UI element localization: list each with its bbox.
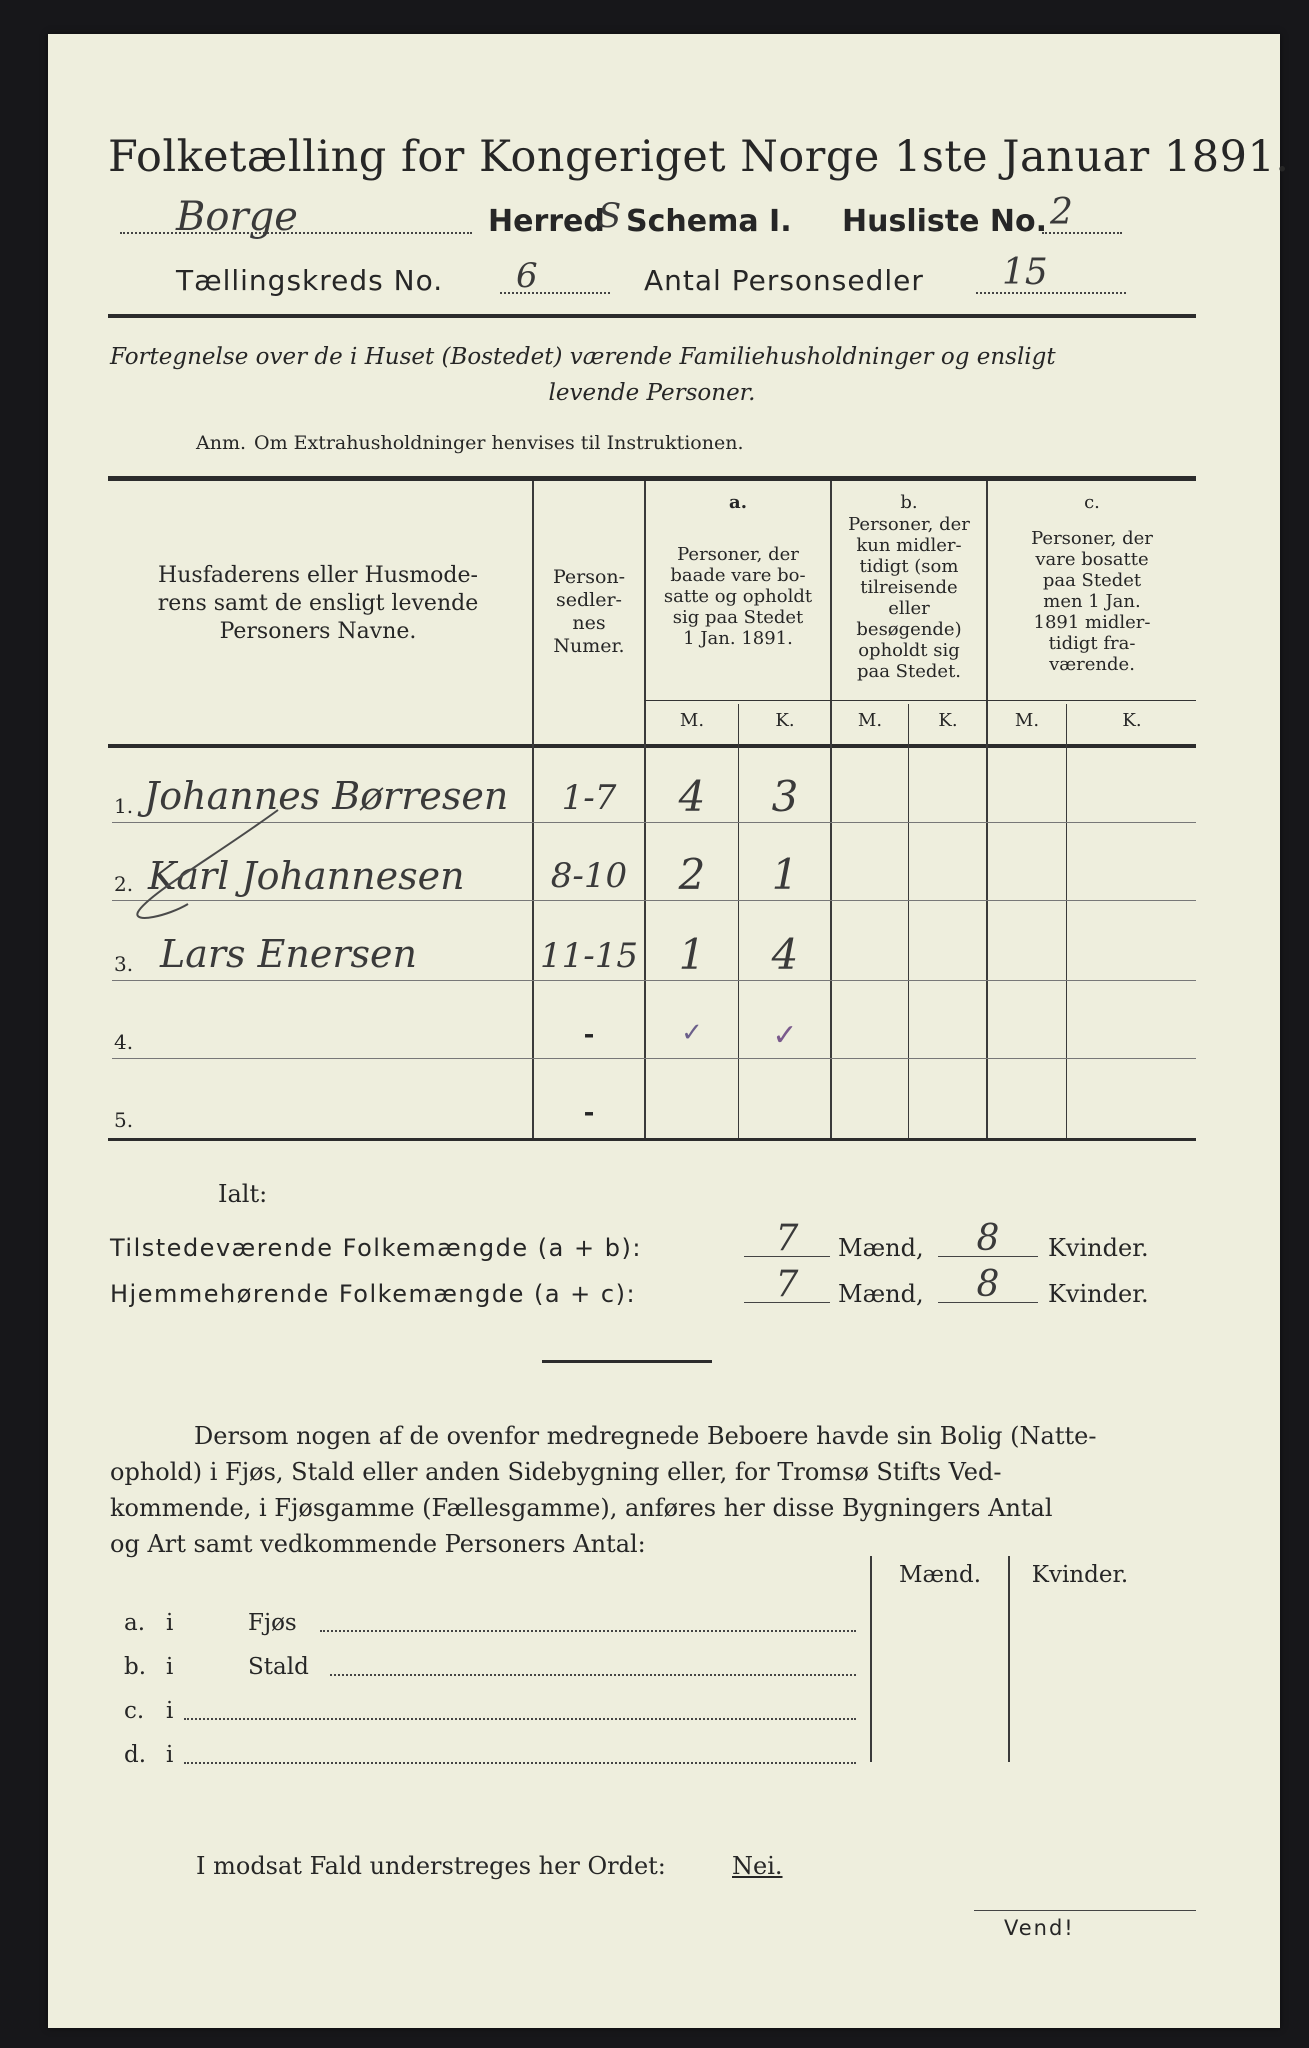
building-item-b-letter: b. xyxy=(124,1654,147,1680)
kreds-label: Tællingskreds No. xyxy=(176,264,444,297)
building-item-c-letter: c. xyxy=(124,1698,145,1724)
col-c-l6: tidigt fra- xyxy=(1048,633,1136,654)
footer-text: I modsat Fald understreges her Ordet: xyxy=(196,1852,666,1880)
col-c-letter: c. xyxy=(1084,492,1100,513)
row-1-a-m: 4 xyxy=(678,772,706,821)
table-header-rule xyxy=(108,744,1196,748)
col-header-numer-l2: sedler- xyxy=(556,589,622,611)
row-4-numer: - xyxy=(583,1020,595,1050)
col-b-l2: kun midler- xyxy=(856,535,962,556)
vend-rule xyxy=(974,1910,1196,1911)
row-4-number: 4. xyxy=(114,1030,134,1054)
row-3-number: 3. xyxy=(114,952,134,976)
building-item-b-label: Stald xyxy=(248,1654,309,1680)
col-header-c xyxy=(988,528,1196,675)
col-header-numer-l4: Numer. xyxy=(553,635,625,657)
footer-word-nei: Nei. xyxy=(732,1852,783,1880)
col-a-l4: sig paa Stedet xyxy=(672,607,804,628)
col-header-a xyxy=(646,544,830,649)
col-header-name-l3: Personers Navne. xyxy=(219,619,417,644)
buildings-col-maend: Mænd. xyxy=(898,1562,982,1588)
col-header-name-l2: rens samt de ensligt levende xyxy=(157,591,479,616)
building-item-c-dotline xyxy=(184,1718,856,1720)
header-rule xyxy=(108,314,1196,318)
total-line-1-kvinder-value: 8 xyxy=(976,1218,1000,1259)
col-b-l5: eller xyxy=(888,598,930,619)
sub-c-k: K. xyxy=(1122,710,1142,731)
row-2-a-m: 2 xyxy=(678,850,706,899)
total-line-2-kvinder-value: 8 xyxy=(976,1264,1000,1305)
row-1-name: Johannes Børresen xyxy=(144,774,509,818)
building-item-a-label: Fjøs xyxy=(248,1610,297,1636)
building-item-b-prep: i xyxy=(166,1654,174,1680)
total-line-2-label: Hjemmehørende Folkemængde (a + c): xyxy=(110,1280,637,1308)
col-c-l1: Personer, der xyxy=(1031,528,1153,549)
total-line-2-maend-label: Mænd, xyxy=(838,1280,924,1308)
col-divider-b-mk xyxy=(908,704,909,1138)
total-line-1-maend-value: 7 xyxy=(775,1218,799,1259)
vend-label: Vend! xyxy=(1004,1916,1075,1940)
buildings-para-line-1: Dersom nogen af de ovenfor medregnede Beboere havde sin Bolig (Natte- xyxy=(194,1422,1097,1450)
form-title: Folketælling for Kongeriget Norge 1ste Januar 1891. xyxy=(108,132,1290,182)
mk-rule xyxy=(644,700,1196,701)
row-1-number: 1. xyxy=(114,794,134,818)
building-item-b-dotline xyxy=(330,1674,856,1676)
building-item-d-prep: i xyxy=(166,1742,174,1768)
sub-c-m: M. xyxy=(1014,710,1040,731)
section-separator xyxy=(542,1360,712,1363)
husliste-value: 2 xyxy=(1050,192,1073,233)
col-a-letter: a. xyxy=(729,492,747,513)
buildings-para-line-3: kommende, i Fjøsgamme (Fællesgamme), anføres her disse Bygningers Antal xyxy=(110,1494,1053,1522)
buildings-para-line-4: og Art samt vedkommende Personers Antal: xyxy=(110,1530,646,1558)
building-item-d-letter: d. xyxy=(124,1742,147,1768)
row-rule-4 xyxy=(112,1058,1196,1059)
col-header-name-l1: Husfaderens eller Husmode- xyxy=(158,563,478,588)
col-b-l4: tilreisende xyxy=(860,577,958,598)
col-a-l1: Personer, der xyxy=(677,544,799,565)
census-form-page xyxy=(48,34,1290,2028)
row-1-a-k: 3 xyxy=(771,772,799,821)
buildings-para-line-2: ophold) i Fjøs, Stald eller anden Sidebygning eller, for Tromsø Stifts Ved- xyxy=(110,1458,1002,1486)
row-rule-3 xyxy=(112,980,1196,981)
total-line-2-kvinder-label: Kvinder. xyxy=(1048,1280,1149,1308)
row-5-number: 5. xyxy=(114,1108,134,1132)
col-b-l6: besøgende) xyxy=(856,619,962,640)
building-item-a-prep: i xyxy=(166,1610,174,1636)
sub-a-k: K. xyxy=(775,710,795,731)
building-item-c-prep: i xyxy=(166,1698,174,1724)
total-line-1-maend-label: Mænd, xyxy=(838,1234,924,1262)
anm-text: Om Extrahusholdninger henvises til Instruktionen. xyxy=(254,432,744,454)
col-a-l5: 1 Jan. 1891. xyxy=(683,628,793,649)
sub-b-m: M. xyxy=(857,710,883,731)
row-2-numer: 8-10 xyxy=(550,856,628,896)
antal-dotline xyxy=(976,292,1126,294)
building-item-a-dotline xyxy=(320,1630,856,1632)
antal-label: Antal Personsedler xyxy=(644,264,924,297)
col-header-name xyxy=(108,562,528,646)
antal-value: 15 xyxy=(1002,252,1048,293)
col-c-l7: værende. xyxy=(1049,654,1135,675)
total-line-1-kvinder-label: Kvinder. xyxy=(1048,1234,1149,1262)
kreds-value: 6 xyxy=(516,256,538,296)
schema-label: Schema I. xyxy=(626,204,792,239)
row-3-numer: 11-15 xyxy=(539,936,638,976)
sub-a-m: M. xyxy=(679,710,705,731)
row-1-numer: 1-7 xyxy=(561,778,617,818)
row-2-number: 2. xyxy=(114,872,134,896)
row-4-a-k-checkmark: ✓ xyxy=(772,1018,798,1053)
col-header-b xyxy=(832,514,986,682)
ialt-label: Ialt: xyxy=(218,1180,268,1208)
herred-label: Herred xyxy=(488,204,605,239)
col-b-l1: Personer, der xyxy=(848,514,970,535)
row-2-name: Karl Johannesen xyxy=(148,854,465,898)
col-divider-c-mk xyxy=(1066,704,1067,1138)
row-3-a-k: 4 xyxy=(771,930,799,979)
col-divider-a-mk xyxy=(738,704,739,1138)
handwriting-flourish-icon xyxy=(108,794,348,974)
col-b-l3: tidigt (som xyxy=(859,556,959,577)
col-c-l4: men 1 Jan. xyxy=(1043,591,1141,612)
herred-mark: S xyxy=(598,196,622,236)
row-2-a-k: 1 xyxy=(771,850,799,899)
row-3-name: Lars Enersen xyxy=(160,932,417,976)
col-b-l8: paa Stedet. xyxy=(856,661,962,682)
total-line-1-label: Tilstedeværende Folkemængde (a + b): xyxy=(110,1234,642,1262)
col-a-l3: satte og opholdt xyxy=(663,586,813,607)
col-b-l7: opholdt sig xyxy=(858,640,960,661)
intro-line-2: levende Personer. xyxy=(548,380,756,406)
row-4-a-m-checkmark: ✓ xyxy=(681,1018,703,1048)
col-c-l2: vare bosatte xyxy=(1035,549,1149,570)
building-item-d-dotline xyxy=(184,1762,856,1764)
col-header-numer xyxy=(534,566,644,658)
husliste-label: Husliste No. xyxy=(842,204,1047,239)
total-line-2-maend-value: 7 xyxy=(775,1264,799,1305)
col-c-l5: 1891 midler- xyxy=(1033,612,1151,633)
anm-label: Anm. xyxy=(196,432,247,454)
herred-value: Borge xyxy=(176,194,298,240)
col-b-letter: b. xyxy=(900,492,918,513)
col-a-l2: baade vare bo- xyxy=(670,565,806,586)
sub-b-k: K. xyxy=(938,710,958,731)
col-header-numer-l3: nes xyxy=(572,612,606,634)
table-bottom-rule xyxy=(108,1138,1196,1141)
buildings-col-kvinder: Kvinder. xyxy=(1031,1562,1129,1588)
table-top-rule xyxy=(108,476,1196,481)
row-3-a-m: 1 xyxy=(678,930,706,979)
intro-line-1: Fortegnelse over de i Huset (Bostedet) værende Familiehusholdninger og ensligt xyxy=(110,344,1056,370)
row-5-numer: - xyxy=(583,1098,595,1128)
col-header-numer-l1: Person- xyxy=(552,566,626,588)
col-c-l3: paa Stedet xyxy=(1042,570,1142,591)
building-item-a-letter: a. xyxy=(124,1610,146,1636)
